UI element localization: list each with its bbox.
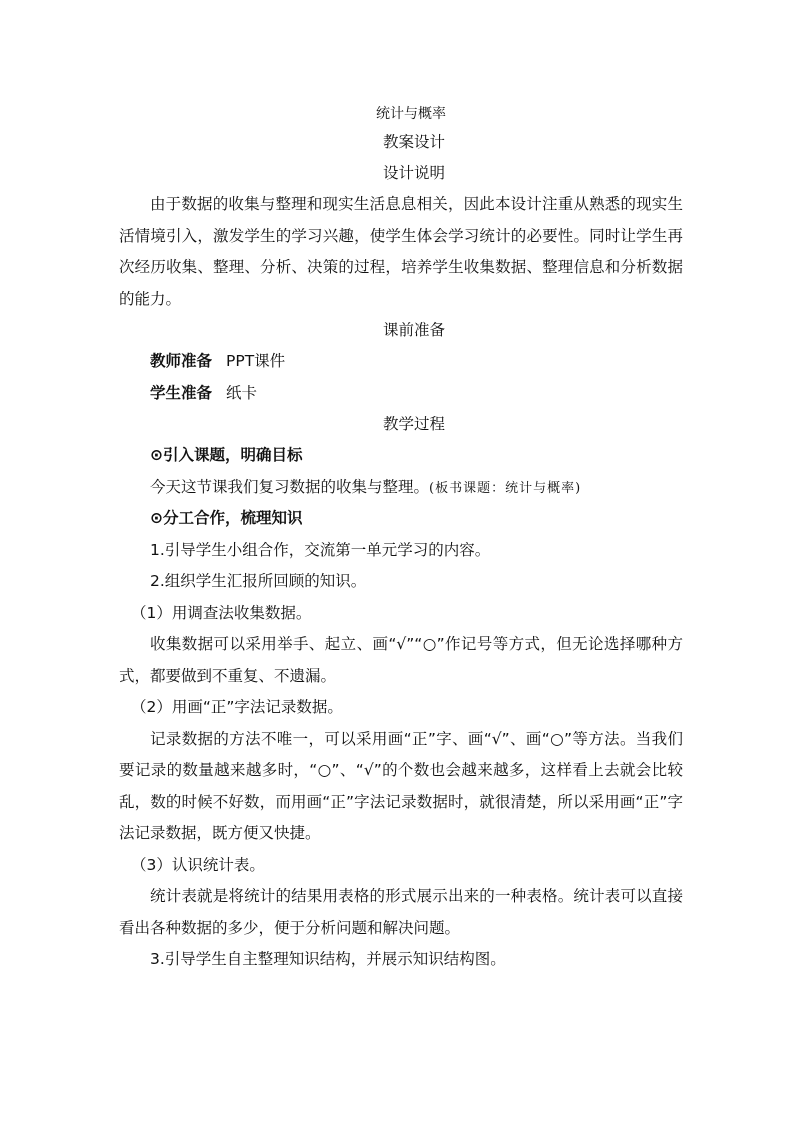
list-item-3: 3.引导学生自主整理知识结构，并展示知识结构图。 <box>150 950 506 968</box>
teacher-prep-value: PPT课件 <box>226 352 286 370</box>
subitem-2-title: （2）用画“正”字法记录数据。 <box>131 698 343 716</box>
section-process-heading: 教学过程 <box>382 415 445 433</box>
step1-title: ⊙引入课题，明确目标 <box>150 446 303 464</box>
subitem-3-title: （3）认识统计表。 <box>131 855 265 874</box>
subitem-1-text: 收集数据可以采用举手、起立、画“√”“○”作记号等方式，但无论选择哪种方式，都要做到不重复、不遗漏。 <box>119 635 683 685</box>
student-prep-value: 纸卡 <box>226 383 258 402</box>
lesson-plan-heading: 教案设计 <box>382 133 445 151</box>
subitem-3-text: 统计表就是将统计的结果用表格的形式展示出来的一种表格。统计表可以直接看出各种数据的多少，便于分析问题和解决问题。 <box>119 887 683 937</box>
section-prep-heading: 课前准备 <box>382 321 445 339</box>
section-design-heading: 设计说明 <box>382 164 445 182</box>
teacher-prep-label: 教师准备 <box>150 352 213 370</box>
teacher-prep <box>119 346 683 378</box>
list-item-2: 2.组织学生汇报所回顾的知识。 <box>150 572 367 590</box>
document-content <box>119 101 683 976</box>
step1-line <box>119 472 683 504</box>
subitem-1-title: （1）用调查法收集数据。 <box>131 603 312 622</box>
subject-title: 统计与概率 <box>376 106 446 122</box>
design-description: 由于数据的收集与整理和现实生活息息相关，因此本设计注重从熟悉的现实生活情境引入，激发学生的学习兴趣，使学生体会学习统计的必要性。同时让学生再次经历收集、整理、分析、决策的过程，培养学生收集数据、整理信息和分析数据的能力。 <box>119 195 683 308</box>
step1-text: 今天这节课我们复习数据的收集与整理。 <box>150 477 430 496</box>
subitem-2-text: 记录数据的方法不唯一，可以采用画“正”字、画“√”、画“○”等方法。当我们要记录的数量越来越多时，“○”、“√”的个数也会越来越多，这样看上去就会比较乱，数的时候不好数，而用画“正”字法记录数据时，就很清楚，所以采用画“正”字法记录数据，既方便又快捷。 <box>119 729 683 842</box>
list-item-1: 1.引导学生小组合作，交流第一单元学习的内容。 <box>150 540 491 559</box>
student-prep-label: 学生准备 <box>150 383 213 402</box>
step2-title: ⊙分工合作，梳理知识 <box>150 509 303 527</box>
student-prep <box>119 378 683 410</box>
step1-board-note: (板书课题：统计与概率) <box>429 480 582 496</box>
